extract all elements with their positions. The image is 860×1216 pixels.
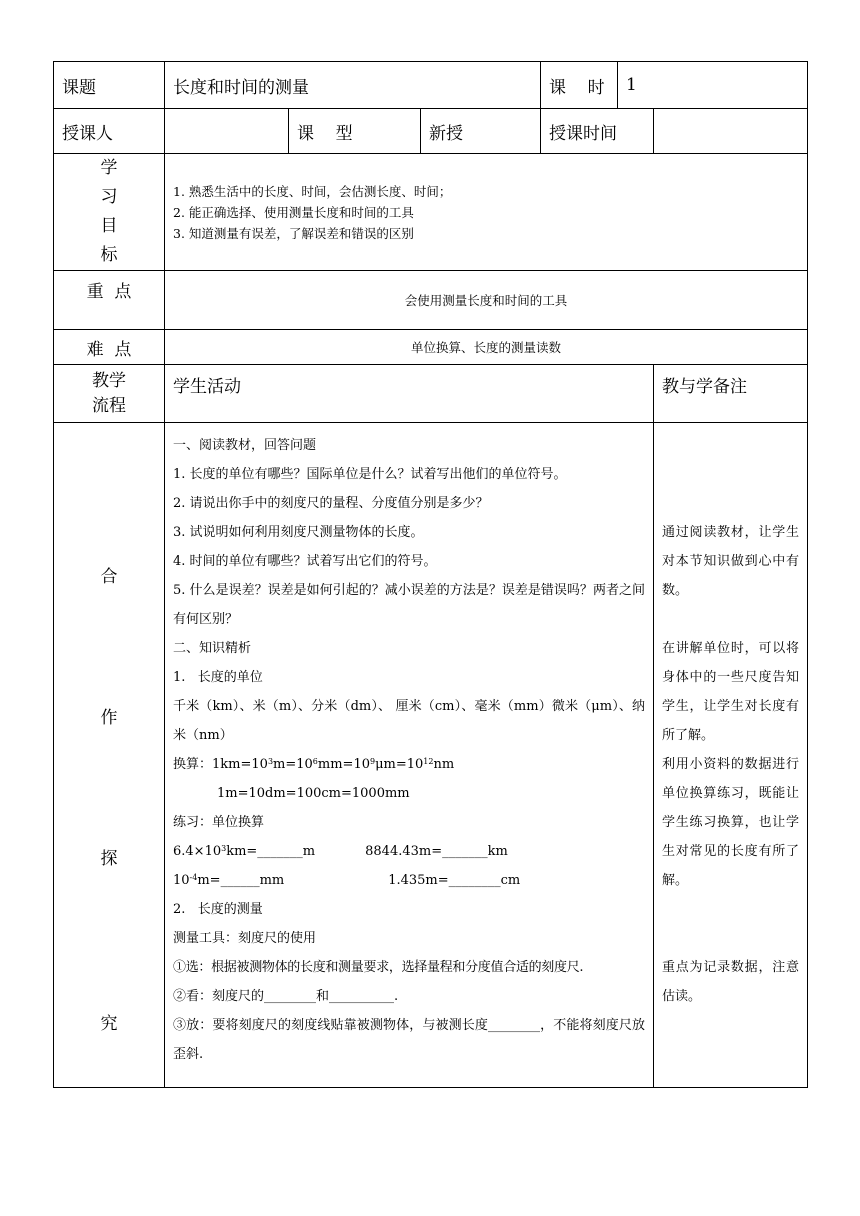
- period-value: 1: [618, 62, 808, 109]
- goals-list: [165, 154, 808, 271]
- difficulty-row: [54, 330, 808, 365]
- difficulty-text: 单位换算、长度的测量读数: [165, 330, 808, 365]
- exponent: 12: [423, 757, 434, 766]
- topic-label: 课题: [54, 62, 165, 109]
- student-activity-heading: 学生活动: [165, 365, 654, 423]
- formula-part: 6.4×10: [173, 844, 222, 859]
- formula-part: nm: [433, 757, 455, 772]
- side-char-he: 合: [100, 567, 118, 587]
- type-label: 课 型: [289, 109, 421, 154]
- flow-label-line: 流程: [92, 395, 126, 416]
- step-place: ③放：要将刻度尺的刻度线贴靠被测物体，与被测长度________，不能将刻度尺放歪斜.: [173, 1018, 645, 1062]
- time-label: 授课时间: [541, 109, 654, 154]
- exponent: -4: [189, 873, 198, 882]
- flow-label-line: 教学: [92, 370, 126, 391]
- goals-label-char: 习: [100, 187, 118, 207]
- topic-value: 长度和时间的测量: [165, 62, 541, 109]
- side-char-jiu: 究: [100, 1014, 118, 1034]
- flow-header-row: [54, 365, 808, 423]
- formula-part: 10: [173, 873, 190, 888]
- goal-item: 1. 熟悉生活中的长度、时间，会估测长度、时间；: [173, 183, 452, 199]
- question: 1. 长度的单位有哪些？国际单位是什么？试着写出他们的单位符号。: [173, 467, 567, 482]
- goals-row: [54, 154, 808, 271]
- teacher-value: [165, 109, 289, 154]
- header-row-2: [54, 109, 808, 154]
- goals-label-char: 目: [100, 216, 118, 236]
- exercise-blank: km=_______m: [226, 844, 316, 859]
- type-value: 新授: [421, 109, 541, 154]
- key-point-label: 重 点: [54, 271, 165, 330]
- student-activity-content: [165, 423, 654, 1088]
- period-label: 课 时: [541, 62, 618, 109]
- exercise-line-2: [173, 866, 645, 895]
- knowledge-heading: 1. 长度的单位: [173, 670, 263, 685]
- notes-heading: 教与学备注: [654, 365, 808, 423]
- side-char-zuo: 作: [100, 708, 118, 728]
- step-select: ①选：根据被测物体的长度和测量要求，选择量程和分度值合适的刻度尺.: [173, 960, 584, 975]
- question: 5. 什么是误差？误差是如何引起的？减小误差的方法是？误差是错误吗？两者之间有何区别？: [173, 583, 645, 627]
- time-value: [654, 109, 808, 154]
- formula-part: 1km=10: [212, 757, 268, 772]
- practice-heading: 练习：单位换算: [173, 815, 265, 830]
- notes-content: [654, 423, 808, 1088]
- formula-part: m=10: [273, 757, 313, 772]
- exercise-blank: 1.435m=________cm: [388, 873, 521, 888]
- exponent: 3: [267, 757, 274, 766]
- tool-line: 测量工具：刻度尺的使用: [173, 931, 317, 946]
- conversion-label: 换算：: [173, 757, 213, 772]
- formula-part: μm=10: [375, 757, 424, 772]
- exercise-line-1: [173, 837, 645, 866]
- key-point-row: [54, 271, 808, 330]
- exponent: 3: [221, 844, 227, 853]
- flow-side-label: [54, 423, 165, 1088]
- goal-item: 3. 知道测量有误差，了解误差和错误的区别: [173, 225, 414, 241]
- goals-label-char: 标: [100, 245, 118, 265]
- section-heading: 二、知识精析: [173, 641, 252, 656]
- side-char-tan: 探: [100, 849, 118, 869]
- knowledge-heading: 2. 长度的测量: [173, 902, 263, 917]
- teacher-label: 授课人: [54, 109, 165, 154]
- header-row-1: [54, 62, 808, 109]
- question: 4. 时间的单位有哪些？试着写出它们的符号。: [173, 554, 437, 569]
- conversion-line-2: 1m=10dm=100cm=1000mm: [217, 786, 410, 801]
- note: 通过阅读教材，让学生对本节知识做到心中有数。: [662, 525, 800, 598]
- goal-item: 2. 能正确选择、使用测量长度和时间的工具: [173, 204, 414, 220]
- exercise-blank: m=______mm: [197, 873, 285, 888]
- note: 在讲解单位时，可以将身体中的一些尺度告知学生，让学生对长度有所了解。: [662, 641, 800, 743]
- note: 重点为记录数据，注意估读。: [662, 960, 800, 1004]
- conversion-line-1: [173, 750, 645, 779]
- lesson-plan-table: [53, 61, 808, 1088]
- formula-part: mm=10: [317, 757, 370, 772]
- question: 3. 试说明如何利用刻度尺测量物体的长度。: [173, 525, 424, 540]
- difficulty-label: 难 点: [54, 330, 165, 365]
- key-point-text: 会使用测量长度和时间的工具: [165, 271, 808, 330]
- units-list: 千米（km）、米（m）、分米（dm）、 厘米（cm）、毫米（mm）微米（μm）、纳米（nm）: [173, 699, 645, 743]
- step-look: ②看：刻度尺的________和__________.: [173, 989, 399, 1004]
- section-heading: 一、阅读教材，回答问题: [173, 438, 317, 453]
- goals-label: [54, 154, 165, 271]
- flow-content-row: [54, 423, 808, 1088]
- question: 2. 请说出你手中的刻度尺的量程、分度值分别是多少？: [173, 496, 489, 511]
- goals-label-char: 学: [100, 158, 118, 178]
- flow-label: [54, 365, 165, 423]
- exponent: 9: [369, 757, 376, 766]
- exponent: 6: [312, 757, 318, 766]
- note: 利用小资料的数据进行单位换算练习，既能让学生练习换算，也让学生对常见的长度有所了解。: [662, 757, 800, 888]
- exercise-blank: 8844.43m=_______km: [365, 844, 508, 859]
